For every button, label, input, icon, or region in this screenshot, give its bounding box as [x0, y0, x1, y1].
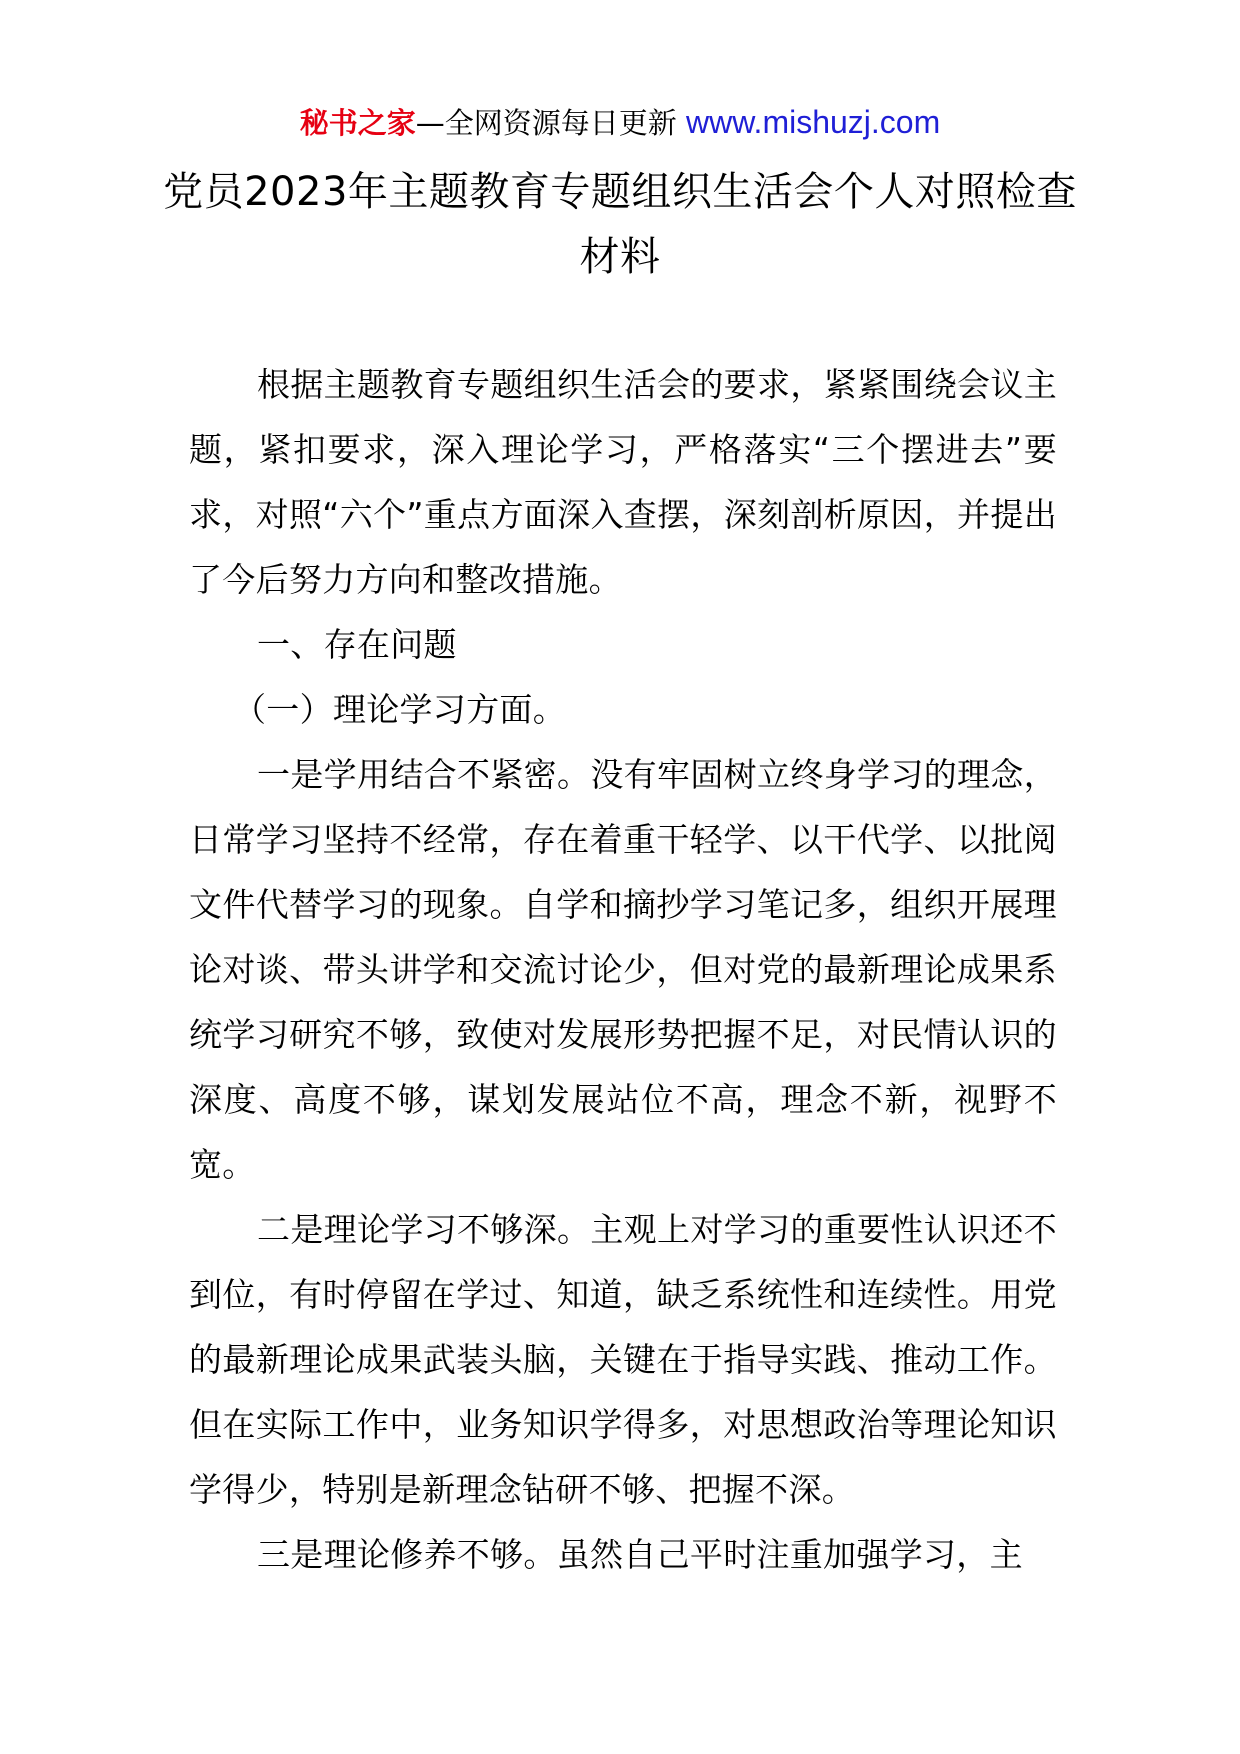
section-heading: 一、存在问题 [257, 625, 457, 664]
document-body [189, 352, 1057, 1587]
intro-paragraph: 根据主题教育专题组织生活会的要求，紧紧围绕会议主题，紧扣要求，深入理论学习，严格落实“三个摆进去”要求，对照“六个”重点方面深入查摆，深刻剖析原因，并提出了今后努力方向和整改措施。 [189, 365, 1057, 599]
body-paragraph: 二是理论学习不够深。主观上对学习的重要性认识还不到位，有时停留在学过、知道，缺乏系统性和连续性。用党的最新理论成果武装头脑，关键在于指导实践、推动工作。但在实际工作中，业务知识学得多，对思想政治等理论知识学得少，特别是新理念钻研不够、把握不深。 [189, 1210, 1057, 1509]
site-url-link[interactable]: www.mishuzj.com [685, 104, 941, 140]
site-slogan: —全网资源每日更新 [415, 106, 677, 140]
document-title: 党员2023年主题教育专题组织生活会个人对照检查材料 [163, 169, 1077, 280]
site-header [0, 102, 1240, 143]
brand-name: 秘书之家 [299, 106, 416, 140]
subsection-heading: （一）理论学习方面。 [233, 690, 566, 729]
body-paragraph: 一是学用结合不紧密。没有牢固树立终身学习的理念，日常学习坚持不经常，存在着重干轻学、以干代学、以批阅文件代替学习的现象。自学和摘抄学习笔记多，组织开展理论对谈、带头讲学和交流讨论少，但对党的最新理论成果系统学习研究不够，致使对发展形势把握不足，对民情认识的深度、高度不够，谋划发展站位不高，理念不新，视野不宽。 [189, 755, 1057, 1184]
body-paragraph: 三是理论修养不够。虽然自己平时注重加强学习，主 [257, 1535, 1023, 1574]
